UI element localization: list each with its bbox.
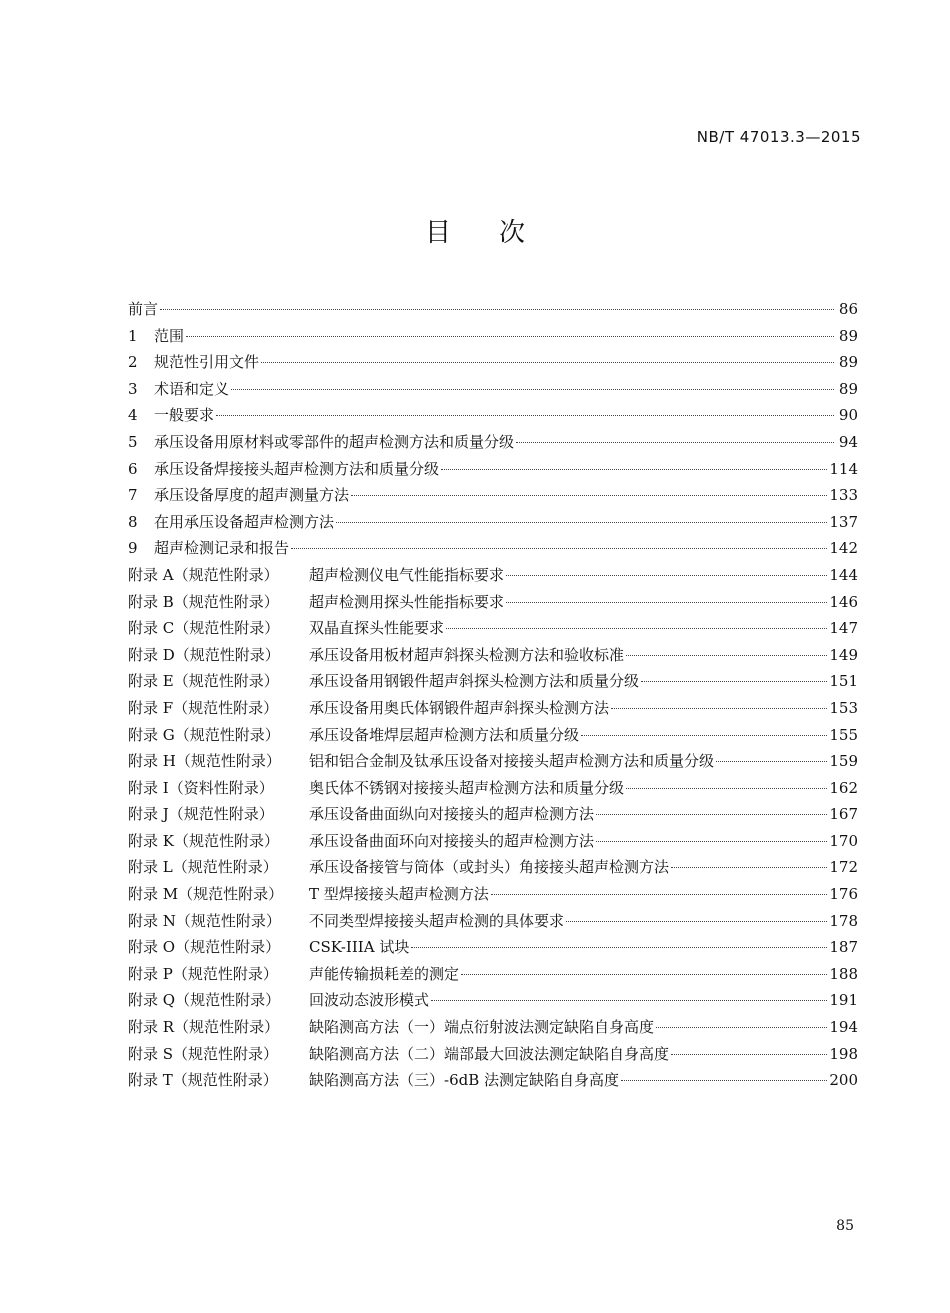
toc-entry-leader [491,894,828,895]
toc-entry[interactable] [128,456,858,483]
toc-entry-label: 承压设备焊接接头超声检测方法和质量分级 [154,459,440,478]
toc-entry-appendix: 附录 K（规范性附录） [128,831,279,850]
toc-entry[interactable] [128,722,858,749]
toc-entry-appendix: 附录 G（规范性附录） [128,725,280,744]
toc-entry-page: 137 [829,512,858,531]
toc-entry[interactable] [128,615,858,642]
toc-entry[interactable] [128,402,858,429]
toc-entry-leader [516,442,834,443]
toc-entry-label: 承压设备接管与筒体（或封头）角接接头超声检测方法 [309,858,670,877]
toc-entry-page: 198 [829,1044,858,1063]
toc-entry-leader [261,362,834,363]
toc-entry-label: 规范性引用文件 [154,353,260,372]
toc-entry[interactable] [128,482,858,509]
toc-entry-leader [291,548,827,549]
table-of-contents [128,296,858,1094]
toc-entry[interactable] [128,509,858,536]
toc-entry-appendix: 附录 F（规范性附录） [128,698,279,717]
toc-entry-leader [596,841,827,842]
toc-entry-number: 4 [128,406,138,425]
toc-entry-label: 承压设备用钢锻件超声斜探头检测方法和质量分级 [309,672,640,691]
toc-entry-appendix: 附录 C（规范性附录） [128,619,280,638]
toc-entry-page: 146 [829,592,858,611]
toc-entry-label: 声能传输损耗差的测定 [309,964,460,983]
toc-entry[interactable] [128,961,858,988]
toc-entry-leader [216,415,834,416]
toc-entry[interactable] [128,748,858,775]
toc-entry[interactable] [128,323,858,350]
toc-entry[interactable] [128,775,858,802]
toc-entry[interactable] [128,881,858,908]
toc-entry-appendix: 附录 R（规范性附录） [128,1018,280,1037]
toc-entry-page: 94 [838,432,858,451]
toc-entry[interactable] [128,376,858,403]
toc-entry[interactable] [128,1014,858,1041]
toc-entry-page: 191 [829,991,858,1010]
toc-entry-number: 7 [128,486,138,505]
toc-entry-page: 178 [829,911,858,930]
toc-entry-label: 缺陷测高方法（三）-6dB 法测定缺陷自身高度 [309,1071,620,1090]
toc-entry-label: CSK-IIIA 试块 [309,938,410,957]
toc-entry-label: 缺陷测高方法（二）端部最大回波法测定缺陷自身高度 [309,1044,670,1063]
standard-code: NB/T 47013.3—2015 [696,128,861,146]
toc-entry-leader [626,788,827,789]
toc-entry-number: 8 [128,512,138,531]
toc-entry-label: 一般要求 [154,406,215,425]
toc-entry[interactable] [128,828,858,855]
toc-entry-page: 162 [829,778,858,797]
toc-entry-page: 114 [829,459,858,478]
toc-entry-label: 不同类型焊接接头超声检测的具体要求 [309,911,565,930]
toc-entry[interactable] [128,987,858,1014]
toc-entry-leader [441,469,827,470]
toc-entry-page: 167 [829,805,858,824]
toc-entry-leader [581,735,827,736]
toc-entry-page: 159 [829,752,858,771]
toc-entry[interactable] [128,429,858,456]
toc-entry-label: 超声检测用探头性能指标要求 [309,592,505,611]
toc-entry-appendix: 附录 L（规范性附录） [128,858,278,877]
toc-entry-leader [431,1000,827,1001]
toc-entry-leader [506,575,827,576]
toc-entry-page: 194 [829,1018,858,1037]
toc-entry-page: 133 [829,486,858,505]
toc-entry-page: 147 [829,619,858,638]
toc-entry[interactable] [128,296,858,323]
toc-entry[interactable] [128,642,858,669]
toc-entry[interactable] [128,668,858,695]
toc-entry-appendix: 附录 M（规范性附录） [128,885,284,904]
toc-entry-page: 144 [829,565,858,584]
toc-entry-appendix: 附录 T（规范性附录） [128,1071,278,1090]
toc-entry-appendix: 附录 D（规范性附录） [128,645,280,664]
toc-entry-leader [671,867,827,868]
toc-entry-leader [621,1080,827,1081]
toc-entry-leader [446,628,827,629]
toc-entry-number: 9 [128,539,138,558]
toc-entry[interactable] [128,562,858,589]
toc-title [0,212,950,249]
toc-entry-leader [336,522,827,523]
toc-entry[interactable] [128,695,858,722]
toc-entry-page: 188 [829,964,858,983]
toc-entry-label: 超声检测记录和报告 [154,539,290,558]
toc-entry-appendix: 附录 Q（规范性附录） [128,991,281,1010]
toc-entry-appendix: 附录 I（资料性附录） [128,778,274,797]
toc-entry[interactable] [128,1041,858,1068]
toc-entry[interactable] [128,854,858,881]
toc-entry[interactable] [128,908,858,935]
toc-entry-appendix: 附录 J（规范性附录） [128,805,274,824]
toc-entry-number: 2 [128,353,138,372]
toc-entry-leader [671,1054,827,1055]
toc-entry-leader [566,921,827,922]
toc-entry[interactable] [128,801,858,828]
toc-entry-label: 前言 [128,300,159,318]
toc-entry-number: 1 [128,326,138,345]
toc-entry-page: 155 [829,725,858,744]
toc-entry-appendix: 附录 A（规范性附录） [128,565,279,584]
toc-entry-leader [611,708,827,709]
toc-entry-label: 范围 [154,326,185,345]
toc-entry-page: 170 [829,831,858,850]
toc-entry-page: 176 [829,885,858,904]
toc-entry-leader [506,602,827,603]
toc-entry-appendix: 附录 H（规范性附录） [128,752,281,771]
toc-entry-label: 双晶直探头性能要求 [309,619,445,638]
toc-entry-label: 铝和铝合金制及钛承压设备对接接头超声检测方法和质量分级 [309,752,715,771]
toc-entry-label: T 型焊接接头超声检测方法 [309,885,489,904]
toc-entry-appendix: 附录 P（规范性附录） [128,964,278,983]
toc-entry-appendix: 附录 B（规范性附录） [128,592,279,611]
toc-entry-label: 超声检测仪电气性能指标要求 [309,565,505,584]
toc-title-char-1: 目 [424,218,451,248]
toc-entry-label: 回波动态波形模式 [309,991,430,1010]
toc-entry[interactable] [128,349,858,376]
toc-entry-leader [716,761,827,762]
toc-entry-page: 153 [829,698,858,717]
toc-entry-appendix: 附录 N（规范性附录） [128,911,281,930]
toc-entry-label: 承压设备曲面纵向对接接头的超声检测方法 [309,805,595,824]
toc-entry-leader [596,814,827,815]
toc-entry-label: 承压设备用板材超声斜探头检测方法和验收标准 [309,645,625,664]
toc-entry-number: 3 [128,379,138,398]
toc-entry-page: 89 [838,326,858,345]
toc-entry[interactable] [128,589,858,616]
toc-entry-label: 奥氏体不锈钢对接接头超声检测方法和质量分级 [309,778,625,797]
toc-entry-leader [186,336,834,337]
toc-entry-leader [231,389,834,390]
toc-entry-page: 89 [838,379,858,398]
toc-entry[interactable] [128,1067,858,1094]
toc-entry[interactable] [128,535,858,562]
toc-entry[interactable] [128,934,858,961]
toc-entry-label: 承压设备用奥氏体钢锻件超声斜探头检测方法 [309,698,610,717]
toc-entry-page: 200 [829,1071,858,1090]
toc-entry-appendix: 附录 E（规范性附录） [128,672,279,691]
toc-entry-leader [461,974,827,975]
toc-entry-leader [656,1027,827,1028]
toc-entry-page: 149 [829,645,858,664]
toc-title-char-2: 次 [499,218,526,248]
toc-entry-label: 承压设备堆焊层超声检测方法和质量分级 [309,725,580,744]
page-number: 85 [836,1218,854,1234]
toc-entry-page: 151 [829,672,858,691]
toc-entry-leader [411,947,827,948]
toc-entry-appendix: 附录 O（规范性附录） [128,938,281,957]
toc-entry-label: 在用承压设备超声检测方法 [154,512,335,531]
toc-entry-page: 90 [838,406,858,425]
toc-entry-label: 承压设备厚度的超声测量方法 [154,486,350,505]
toc-entry-page: 89 [838,353,858,372]
toc-entry-appendix: 附录 S（规范性附录） [128,1044,279,1063]
toc-entry-page: 142 [829,539,858,558]
toc-entry-page: 86 [838,300,858,318]
toc-entry-number: 6 [128,459,138,478]
toc-entry-leader [626,655,827,656]
toc-entry-label: 术语和定义 [154,379,230,398]
toc-entry-leader [351,495,827,496]
toc-entry-page: 187 [829,938,858,957]
toc-entry-label: 承压设备曲面环向对接接头的超声检测方法 [309,831,595,850]
toc-entry-label: 缺陷测高方法（一）端点衍射波法测定缺陷自身高度 [309,1018,655,1037]
toc-entry-page: 172 [829,858,858,877]
toc-entry-number: 5 [128,432,138,451]
toc-entry-leader [641,681,827,682]
toc-entry-label: 承压设备用原材料或零部件的超声检测方法和质量分级 [154,432,515,451]
toc-entry-leader [160,309,834,310]
